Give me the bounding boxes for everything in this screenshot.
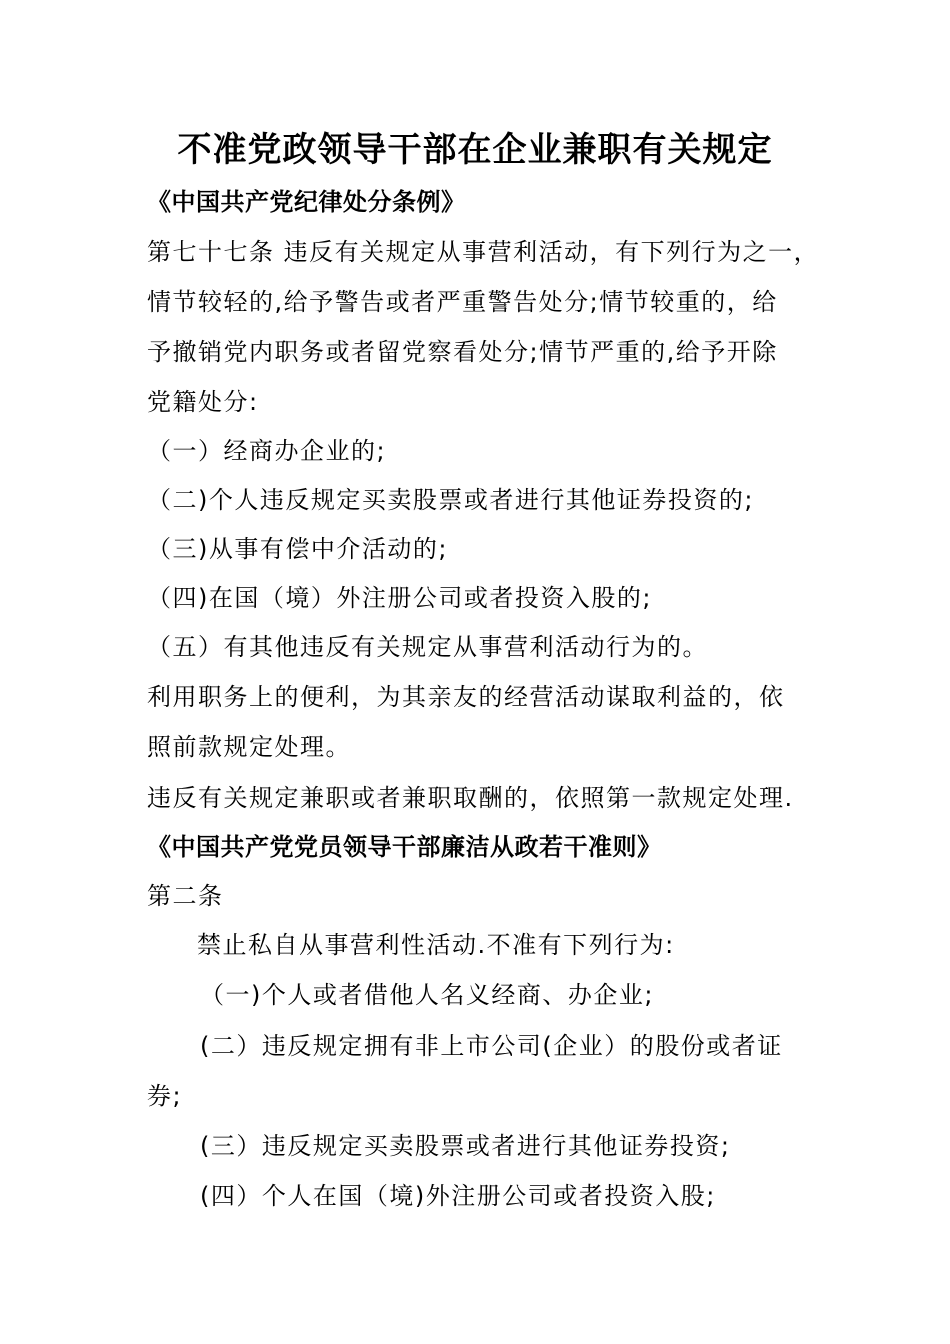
section2-item-1: （一)个人或者借他人名义经商、办企业; <box>200 981 654 1009</box>
section1-item-3: （三)从事有偿中介活动的; <box>147 535 448 563</box>
section1-item-4: （四)在国（境）外注册公司或者投资入股的; <box>147 584 652 612</box>
article-77-line-1: 第七十七条 违反有关规定从事营利活动，有下列行为之一， <box>147 238 820 266</box>
article-77-line-4: 党籍处分: <box>147 388 259 416</box>
section1-para3: 违反有关规定兼职或者兼职取酬的，依照第一款规定处理. <box>147 784 794 812</box>
section2-item-2-line-1: (二）违反规定拥有非上市公司(企业）的股份或者证 <box>200 1032 783 1060</box>
section1-heading: 《中国共产党纪律处分条例》 <box>147 188 466 216</box>
article-77-line-3: 予撤销党内职务或者留党察看处分;情节严重的,给予开除 <box>147 338 778 366</box>
section1-para2-line-2: 照前款规定处理。 <box>147 733 351 761</box>
article-77-line-2: 情节较轻的,给予警告或者严重警告处分;情节较重的，给 <box>147 288 778 316</box>
section2-item-4: (四）个人在国（境)外注册公司或者投资入股; <box>200 1182 716 1210</box>
section2-item-3: (三）违反规定买卖股票或者进行其他证券投资; <box>200 1132 731 1160</box>
section2-item-2-line-2: 券; <box>147 1082 183 1110</box>
section2-article: 第二条 <box>147 882 224 910</box>
document-title: 不准党政领导干部在企业兼职有关规定 <box>177 130 773 170</box>
section1-para2-line-1: 利用职务上的便利，为其亲友的经营活动谋取利益的，依 <box>147 683 785 711</box>
section1-item-1: （一）经商办企业的; <box>147 437 387 465</box>
section2-intro: 禁止私自从事营利性活动.不准有下列行为: <box>197 931 675 959</box>
section2-heading: 《中国共产党党员领导干部廉洁从政若干准则》 <box>147 833 662 861</box>
section1-item-5: （五）有其他违反有关规定从事营利活动行为的。 <box>147 633 708 661</box>
section1-item-2: （二)个人违反规定买卖股票或者进行其他证券投资的; <box>147 486 754 514</box>
